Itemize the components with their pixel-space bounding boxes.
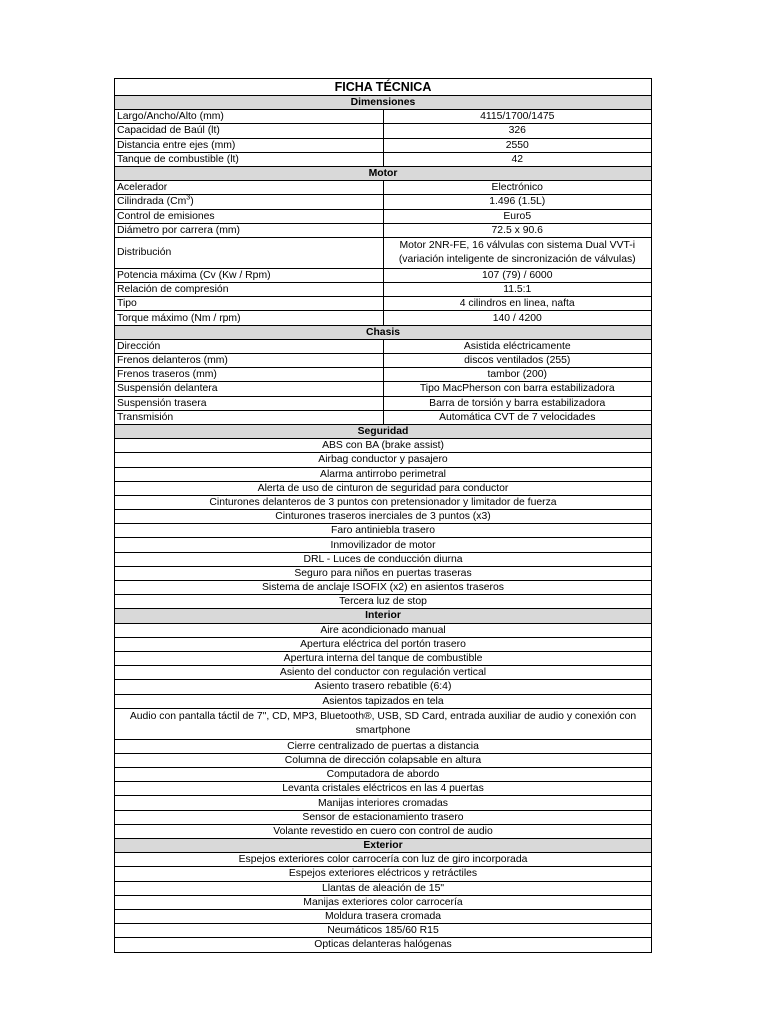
spec-label-suffix: ) [190, 196, 194, 208]
spec-label-text: Relación de compresión [117, 284, 229, 296]
spec-value: 140 / 4200 [383, 311, 651, 325]
feature-row [115, 796, 651, 810]
feature-row [115, 595, 651, 609]
feature-row [115, 680, 651, 694]
spec-label-text: Tanque de combustible (lt) [117, 153, 239, 165]
spec-table [115, 79, 651, 952]
feature-row [115, 524, 651, 538]
spec-label-text: Potencia máxima (Cv (Kw / Rpm) [117, 269, 271, 281]
spec-row [115, 152, 651, 166]
spec-value: 4 cilindros en linea, nafta [383, 297, 651, 311]
spec-row [115, 181, 651, 195]
spec-value: Asistida eléctricamente [383, 339, 651, 353]
feature-item: Asientos tapizados en tela [115, 694, 651, 708]
spec-label-text: Distancia entre ejes (mm) [117, 139, 236, 151]
feature-row [115, 867, 651, 881]
spec-row [115, 223, 651, 237]
spec-value: Barra de torsión y barra estabilizadora [383, 396, 651, 410]
feature-row [115, 637, 651, 651]
spec-row [115, 283, 651, 297]
feature-row [115, 853, 651, 867]
spec-row [115, 339, 651, 353]
section-heading: Motor [115, 166, 651, 180]
feature-item: Inmovilizador de motor [115, 538, 651, 552]
spec-label-text: Diámetro por carrera (mm) [117, 224, 240, 236]
feature-item: Alerta de uso de cinturon de seguridad para conductor [115, 481, 651, 495]
section-header-motor [115, 166, 651, 180]
section-heading: Seguridad [115, 424, 651, 438]
feature-item: Volante revestido en cuero con control de audio [115, 824, 651, 838]
section-header-seguridad [115, 424, 651, 438]
spec-label [115, 410, 383, 424]
spec-label [115, 195, 383, 209]
section-heading: Exterior [115, 839, 651, 853]
feature-item: Tercera luz de stop [115, 595, 651, 609]
spec-row [115, 124, 651, 138]
spec-label [115, 268, 383, 282]
spec-label [115, 237, 383, 268]
feature-row [115, 708, 651, 739]
feature-item: DRL - Luces de conducción diurna [115, 552, 651, 566]
spec-label [115, 283, 383, 297]
spec-value: 4115/1700/1475 [383, 110, 651, 124]
feature-row [115, 694, 651, 708]
feature-row [115, 666, 651, 680]
feature-item: Llantas de aleación de 15" [115, 881, 651, 895]
spec-label [115, 368, 383, 382]
feature-row [115, 739, 651, 753]
spec-label-text: Suspensión trasera [117, 397, 207, 409]
section-header-dimensiones [115, 96, 651, 110]
feature-item: Computadora de abordo [115, 768, 651, 782]
feature-row [115, 552, 651, 566]
feature-row [115, 909, 651, 923]
spec-label-text: Control de emisiones [117, 210, 215, 222]
feature-row [115, 924, 651, 938]
spec-row [115, 368, 651, 382]
feature-item: Sensor de estacionamiento trasero [115, 810, 651, 824]
spec-label [115, 354, 383, 368]
spec-value: 326 [383, 124, 651, 138]
feature-row [115, 538, 651, 552]
spec-label-text: Tipo [117, 298, 137, 310]
feature-row [115, 481, 651, 495]
spec-value: Electrónico [383, 181, 651, 195]
feature-item: Sistema de anclaje ISOFIX (x2) en asientos traseros [115, 581, 651, 595]
feature-item: Audio con pantalla táctil de 7", CD, MP3, Bluetooth®, USB, SD Card, entrada auxiliar de audio y conexión con smartphone [115, 708, 651, 739]
spec-label [115, 223, 383, 237]
feature-row [115, 439, 651, 453]
feature-row [115, 581, 651, 595]
title-row [115, 79, 651, 96]
section-header-interior [115, 609, 651, 623]
spec-row [115, 195, 651, 209]
page-title: FICHA TÉCNICA [115, 79, 651, 96]
spec-value: Motor 2NR-FE, 16 válvulas con sistema Dual VVT-i (variación inteligente de sincronización de válvulas) [383, 237, 651, 268]
spec-label-text: Cilindrada (Cm [117, 196, 187, 208]
spec-label [115, 110, 383, 124]
spec-label [115, 152, 383, 166]
spec-label [115, 124, 383, 138]
feature-item: Asiento del conductor con regulación vertical [115, 666, 651, 680]
spec-row [115, 268, 651, 282]
feature-row [115, 467, 651, 481]
spec-label-text: Frenos traseros (mm) [117, 369, 217, 381]
feature-row [115, 651, 651, 665]
spec-label-text: Suspensión delantera [117, 383, 218, 395]
spec-label-text: Distribución [117, 247, 172, 259]
feature-item: Airbag conductor y pasajero [115, 453, 651, 467]
spec-label-text: Transmisión [117, 411, 174, 423]
feature-item: Aire acondicionado manual [115, 623, 651, 637]
spec-value: Automática CVT de 7 velocidades [383, 410, 651, 424]
spec-value: tambor (200) [383, 368, 651, 382]
feature-row [115, 566, 651, 580]
feature-row [115, 768, 651, 782]
spec-row [115, 382, 651, 396]
spec-value: Euro5 [383, 209, 651, 223]
feature-item: Cinturones traseros inerciales de 3 puntos (x3) [115, 510, 651, 524]
spec-label-text: Acelerador [117, 182, 168, 194]
spec-row [115, 311, 651, 325]
spec-label-text: Largo/Ancho/Alto (mm) [117, 111, 224, 123]
spec-value: 107 (79) / 6000 [383, 268, 651, 282]
section-heading: Dimensiones [115, 96, 651, 110]
spec-value: Tipo MacPherson con barra estabilizadora [383, 382, 651, 396]
feature-row [115, 938, 651, 952]
spec-value: 42 [383, 152, 651, 166]
feature-row [115, 510, 651, 524]
section-header-exterior [115, 839, 651, 853]
spec-label [115, 339, 383, 353]
feature-item: Seguro para niños en puertas traseras [115, 566, 651, 580]
spec-row [115, 354, 651, 368]
feature-row [115, 810, 651, 824]
feature-item: Manijas interiores cromadas [115, 796, 651, 810]
spec-row [115, 410, 651, 424]
spec-value: 2550 [383, 138, 651, 152]
spec-row [115, 110, 651, 124]
section-heading: Chasis [115, 325, 651, 339]
spec-label [115, 138, 383, 152]
feature-row [115, 881, 651, 895]
spec-value: discos ventilados (255) [383, 354, 651, 368]
feature-item: Columna de dirección colapsable en altura [115, 753, 651, 767]
feature-item: Opticas delanteras halógenas [115, 938, 651, 952]
feature-item: Manijas exteriores color carrocería [115, 895, 651, 909]
feature-row [115, 895, 651, 909]
spec-value: 1.496 (1.5L) [383, 195, 651, 209]
feature-item: Cinturones delanteros de 3 puntos con pretensionador y limitador de fuerza [115, 495, 651, 509]
spec-label [115, 382, 383, 396]
feature-item: Espejos exteriores color carrocería con luz de giro incorporada [115, 853, 651, 867]
feature-item: Apertura eléctrica del portón trasero [115, 637, 651, 651]
section-heading: Interior [115, 609, 651, 623]
spec-row [115, 396, 651, 410]
feature-item: ABS con BA (brake assist) [115, 439, 651, 453]
spec-value: 11.5:1 [383, 283, 651, 297]
feature-row [115, 453, 651, 467]
feature-item: Neumáticos 185/60 R15 [115, 924, 651, 938]
feature-item: Cierre centralizado de puertas a distancia [115, 739, 651, 753]
feature-item: Moldura trasera cromada [115, 909, 651, 923]
feature-item: Asiento trasero rebatible (6:4) [115, 680, 651, 694]
spec-label [115, 181, 383, 195]
spec-label [115, 311, 383, 325]
spec-label-text: Frenos delanteros (mm) [117, 355, 228, 367]
feature-item: Apertura interna del tanque de combustible [115, 651, 651, 665]
spec-label-text: Torque máximo (Nm / rpm) [117, 312, 241, 324]
feature-row [115, 623, 651, 637]
feature-row [115, 824, 651, 838]
feature-row [115, 782, 651, 796]
feature-item: Alarma antirrobo perimetral [115, 467, 651, 481]
spec-label-text: Dirección [117, 340, 161, 352]
spec-row [115, 209, 651, 223]
spec-label [115, 396, 383, 410]
spec-row [115, 138, 651, 152]
feature-item: Levanta cristales eléctricos en las 4 puertas [115, 782, 651, 796]
spec-label [115, 209, 383, 223]
spec-label-text: Capacidad de Baúl (lt) [117, 125, 220, 137]
spec-row [115, 297, 651, 311]
spec-value: 72.5 x 90.6 [383, 223, 651, 237]
feature-row [115, 753, 651, 767]
spec-row [115, 237, 651, 268]
spec-sheet [114, 78, 652, 953]
section-header-chasis [115, 325, 651, 339]
feature-row [115, 495, 651, 509]
feature-item: Espejos exteriores eléctricos y retráctiles [115, 867, 651, 881]
spec-label [115, 297, 383, 311]
feature-item: Faro antiniebla trasero [115, 524, 651, 538]
spec-label-superscript: 3 [186, 194, 191, 202]
